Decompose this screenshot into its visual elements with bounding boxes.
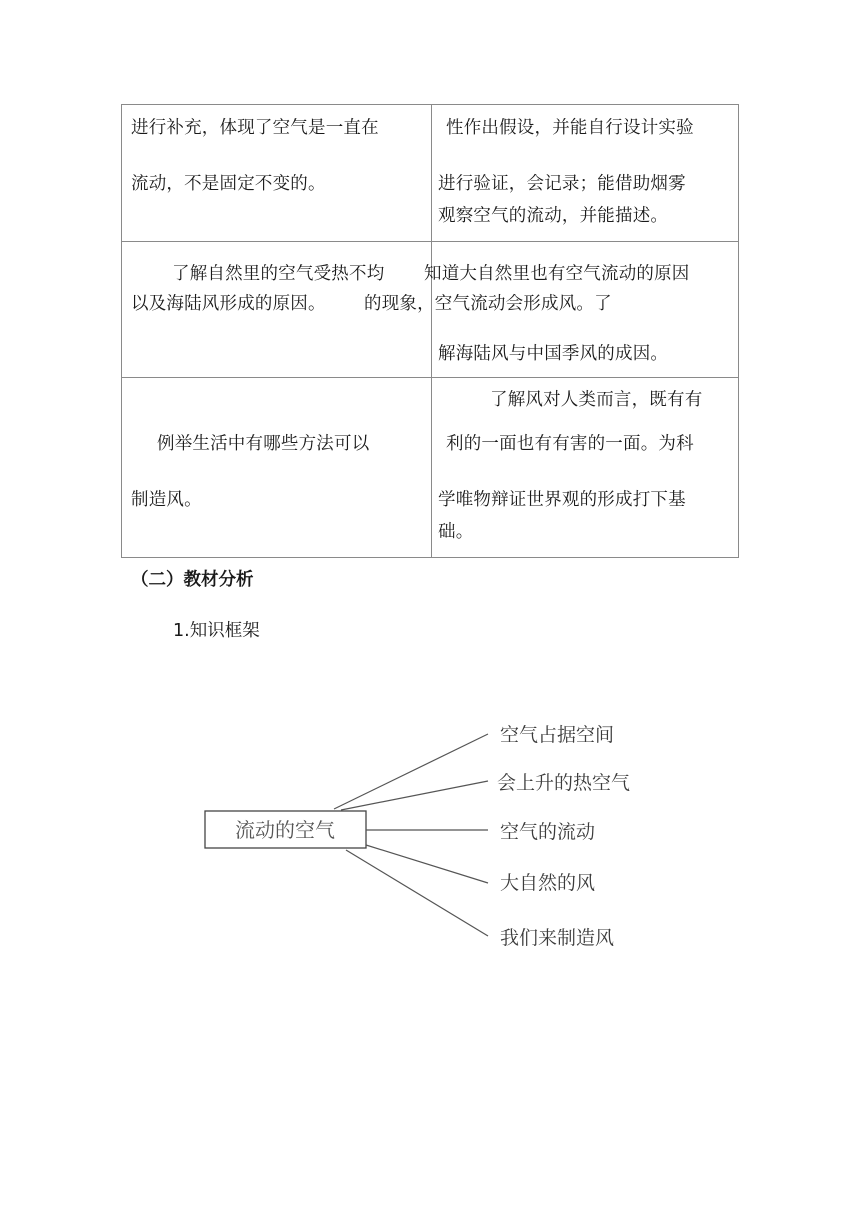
mindmap-center-label: 流动的空气: [235, 818, 335, 842]
table-cell-text: 观察空气的流动，并能描述。: [438, 206, 669, 226]
section-heading: （二）教材分析: [131, 570, 254, 590]
table-cell-text: 了解风对人类而言，既有有: [490, 390, 703, 410]
mindmap-branch-label: 会上升的热空气: [497, 772, 631, 794]
table-cell-text: 例举生活中有哪些方法可以: [157, 434, 370, 454]
table-cell-text: 解海陆风与中国季风的成因。: [438, 344, 669, 364]
mindmap-connector: [346, 850, 488, 936]
sub-heading: 1.知识框架: [173, 621, 260, 641]
mindmap-branch-label: 我们来制造风: [500, 927, 615, 949]
mindmap-branch-label: 空气占据空间: [500, 724, 615, 746]
table-cell-text: 以及海陆风形成的原因。: [131, 294, 326, 314]
table-cell-text: 进行补充，体现了空气是一直在: [131, 118, 379, 138]
table-cell-text: 性作出假设，并能自行设计实验: [446, 118, 694, 138]
mindmap-branch-label: 大自然的风: [500, 872, 596, 894]
table-cell-text: 流动，不是固定不变的。: [131, 174, 326, 194]
mindmap-connector: [366, 845, 488, 883]
table-cell-text: 制造风。: [131, 490, 202, 510]
table-cell-text: 利的一面也有有害的一面。为科: [446, 434, 694, 454]
table-cell-text: 的现象，空气流动会形成风。了: [364, 294, 612, 314]
mindmap-connector: [334, 734, 488, 809]
table-cell-text: 础。: [438, 522, 474, 542]
table-cell-text: 学唯物辩证世界观的形成打下基: [438, 490, 686, 510]
table-cell-text: 知道大自然里也有空气流动的原因: [424, 264, 690, 284]
mindmap-branch-label: 空气的流动: [500, 821, 596, 843]
table-cell-text: 了解自然里的空气受热不均: [172, 264, 385, 284]
table-cell-text: 进行验证，会记录；能借助烟雾: [438, 174, 686, 194]
